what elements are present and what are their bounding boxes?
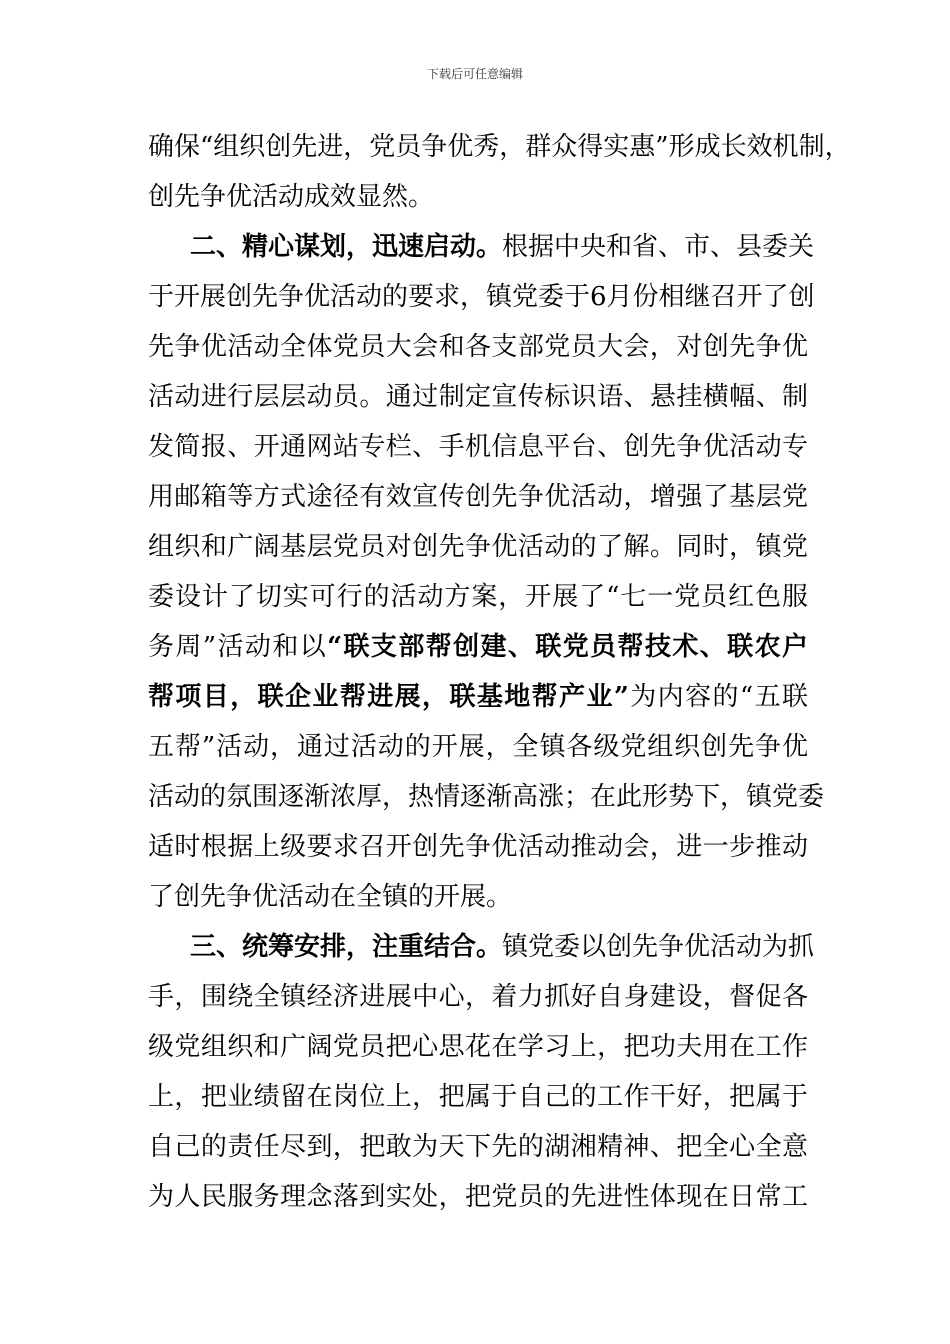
text-line: 创先争优活动成效显然。 (148, 182, 435, 212)
text-line: 于开展创先争优活动的要求，镇党委于6月份相继召开了创 (148, 282, 815, 312)
text-line: 自己的责任尽到，把敢为天下先的湖湘精神、把全心全意 (148, 1132, 808, 1162)
text-line: 先争优活动全体党员大会和各支部党员大会，对创先争优 (148, 332, 808, 362)
text-line: 适时根据上级要求召开创先争优活动推动会，进一步推动 (148, 832, 808, 862)
text-line: 手，围绕全镇经济进展中心，着力抓好自身建设，督促各 (148, 982, 808, 1012)
section-heading: 二、精心谋划，迅速启动。 (190, 232, 503, 262)
section-heading: 三、统筹安排，注重结合。 (190, 932, 503, 962)
text-line: 为人民服务理念落到实处，把党员的先进性体现在日常工 (148, 1182, 808, 1212)
text-line: 务周”活动和以“联支部帮创建、联党员帮技术、联农户 (148, 632, 808, 662)
text-line: 委设计了切实可行的活动方案，开展了“七一党员红色服 (148, 582, 808, 612)
text-line: 级党组织和广阔党员把心思花在学习上，把功夫用在工作 (148, 1032, 808, 1062)
text-line: 确保“组织创先进，党员争优秀，群众得实惠”形成长效机制， (148, 132, 851, 162)
text-line: 帮项目，联企业帮进展，联基地帮产业”为内容的“五联 (148, 682, 808, 712)
bold-phrase: 帮项目，联企业帮进展，联基地帮产业” (148, 682, 629, 712)
bold-phrase: “联支部帮创建、联党员帮技术、联农户 (327, 632, 808, 662)
heading-line: 二、精心谋划，迅速启动。根据中央和省、市、县委关 (190, 232, 815, 262)
text-line: 活动的氛围逐渐浓厚，热情逐渐高涨；在此形势下，镇党委 (148, 782, 825, 812)
text-line: 活动进行层层动员。通过制定宣传标识语、悬挂横幅、制 (148, 382, 808, 412)
text-line: 上，把业绩留在岗位上，把属于自己的工作干好，把属于 (148, 1082, 808, 1112)
text-line: 用邮箱等方式途径有效宣传创先争优活动，增强了基层党 (148, 482, 808, 512)
heading-line: 三、统筹安排，注重结合。镇党委以创先争优活动为抓 (190, 932, 815, 962)
text-line: 发简报、开通网站专栏、手机信息平台、创先争优活动专 (148, 432, 808, 462)
text-line: 组织和广阔基层党员对创先争优活动的了解。同时，镇党 (148, 532, 808, 562)
text-line: 五帮”活动，通过活动的开展，全镇各级党组织创先争优 (148, 732, 808, 762)
text-line: 了创先争优活动在全镇的开展。 (148, 882, 513, 912)
page-header: 下载后可任意编辑 (426, 67, 523, 81)
